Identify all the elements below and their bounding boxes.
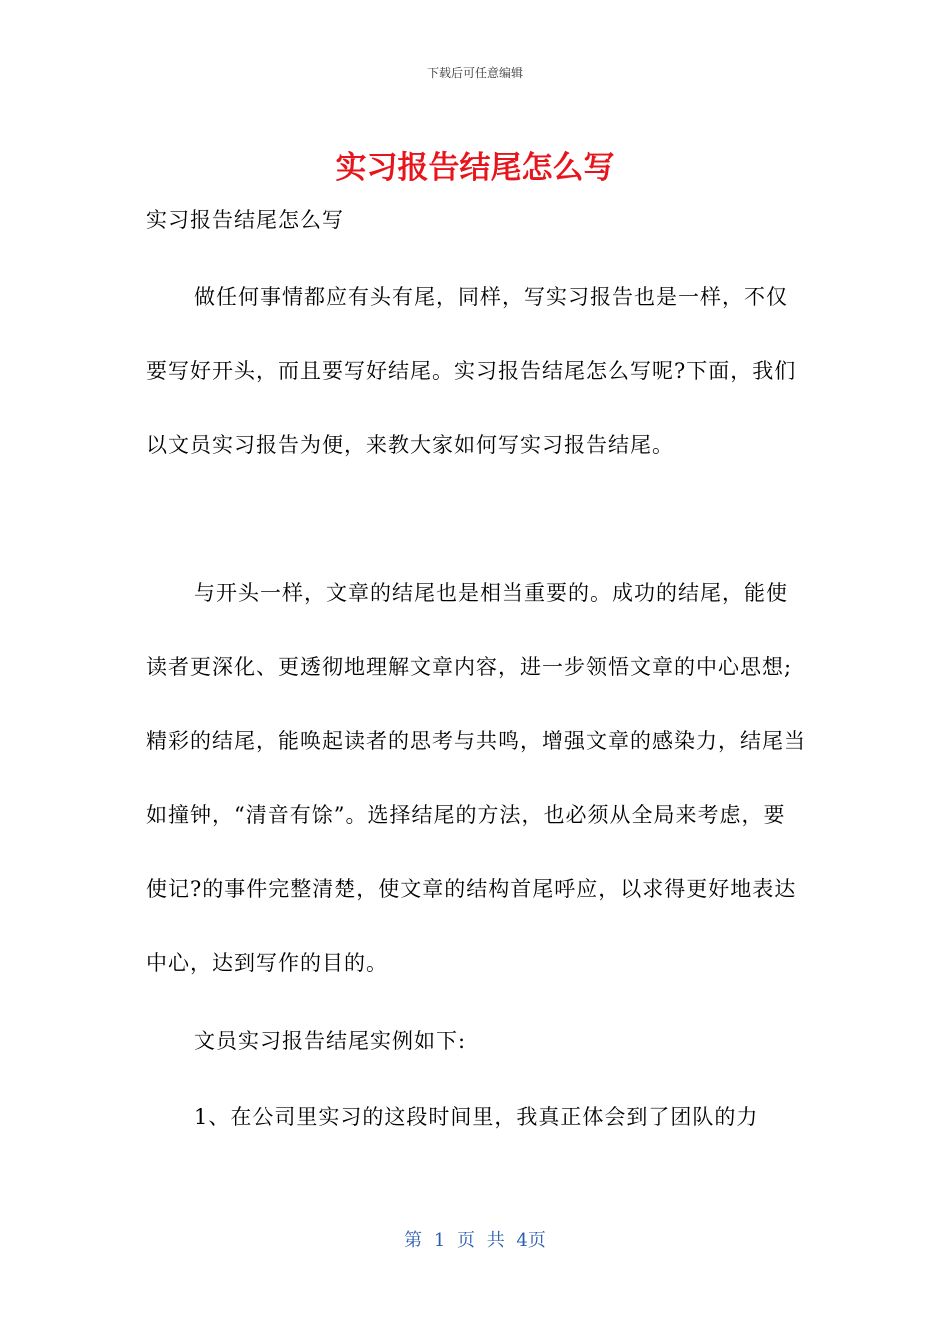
paragraph-intro: 做任何事情都应有头有尾，同样，写实习报告也是一样，不仅要写好开头，而且要写好结尾。实习报告结尾怎么写呢?下面，我们以文员实习报告为便，来教大家如何写实习报告结尾。 — [146, 285, 797, 457]
page-header-note: 下载后可任意编辑 — [426, 66, 523, 80]
document-title: 实习报告结尾怎么写 — [335, 150, 615, 186]
paragraph-example-1: 1、在公司里实习的这段时间里，我真正体会到了团队的力 — [194, 1105, 759, 1129]
document-subtitle: 实习报告结尾怎么写 — [146, 208, 344, 232]
page-number-footer: 第 1 页 共 4页 — [404, 1230, 546, 1251]
paragraph-ending-importance: 与开头一样，文章的结尾也是相当重要的。成功的结尾，能使读者更深化、更透彻地理解文章内容，进一步领悟文章的中心思想;精彩的结尾，能唤起读者的思考与共鸣，增强文章的感染力，结尾当如撞钟，“清音有馀”。选择结尾的方法，也必须从全局来考虑，要使记?的事件完整清楚，使文章的结构首尾呼应，以求得更好地表达中心，达到写作的目的。 — [146, 581, 806, 975]
paragraph-example-heading: 文员实习报告结尾实例如下: — [194, 1029, 467, 1053]
